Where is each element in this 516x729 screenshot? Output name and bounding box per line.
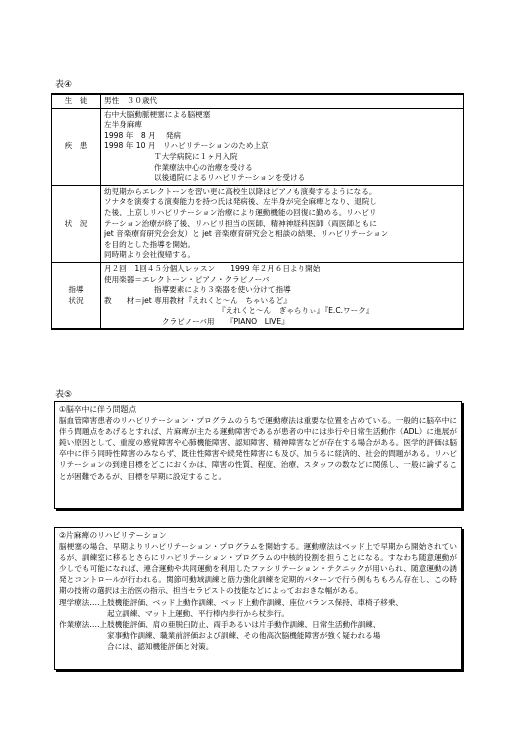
disease-content [101, 108, 464, 185]
disease-line: 左半身麻痺 [104, 120, 142, 130]
guidance-line: クラビノーバ用 『PIANO LIVE』 [162, 316, 289, 326]
table-row-guidance [52, 262, 464, 329]
disease-line: 1998 年 10 月 リハビリテーションのため上京 [104, 141, 269, 151]
student-header: 生 徒 [52, 94, 101, 108]
disease-line: 右中大脳動脈梗塞による脳梗塞 [104, 109, 211, 119]
table-row-status [52, 185, 464, 262]
guidance-line: 月２回 1回４５分個人レッスン 1999 年２月６日より開始 [104, 263, 321, 273]
disease-header: 疾 患 [52, 108, 101, 185]
disease-line: 1998 年 8 月 発病 [104, 130, 181, 140]
ot-line: 家事動作訓練、職業前評価および訓練、その他高次脳機能障害が強く疑われる場 [107, 630, 381, 640]
disease-line: Ｔ大学病院に１ヶ月入院 [154, 151, 238, 161]
table5-label: 表⑤ [55, 390, 73, 400]
status-line: を目的とした指導を開始。 [104, 239, 196, 249]
disease-line: 作業療法中心の治療を受ける [154, 162, 253, 172]
status-content [101, 185, 464, 262]
status-line: た後、上京しリハビリテーション治療により運動機能の回復に勤める。リハビリ [104, 207, 377, 217]
stroke-problems-box [54, 401, 462, 509]
guidance-header [52, 262, 101, 329]
status-line: jet 音楽療育研究会会友）と jet 音楽療育研究会と相談の結果、リハビリテーション [104, 229, 389, 239]
case-table [51, 93, 464, 330]
guidance-line: 使用楽器＝エレクトーン・ピアノ・クラビノーバ [104, 274, 270, 284]
ot-line: 合には、認知機能評価と対策。 [107, 641, 214, 651]
table-row-disease [52, 108, 464, 185]
guidance-header-line: 指導 [68, 285, 84, 295]
status-header: 状 況 [52, 185, 101, 262]
guidance-content [101, 262, 464, 329]
pt-line: 理学療法‥‥上肢機能評価、ベッド上動作訓練、ベッド上動作訓練、座位バランス保持、車椅子移乗、 [59, 597, 404, 607]
guidance-line: 『えれくと～ん ぎゃらりぃ』『E.C.ワーク』 [218, 306, 374, 316]
stroke-problems-title: ①脳卒中に伴う問題点 [59, 405, 137, 414]
table-row-student [52, 94, 464, 108]
hemiplegia-rehab-box [54, 527, 462, 670]
table4-label: 表④ [55, 80, 73, 90]
guidance-line: 指導要素により３楽器を使い分けて指導 [154, 285, 291, 295]
status-line: テーション治療が終了後、リハビリ担当の医師、精神神経科医師（両医師ともに [104, 218, 377, 228]
hemiplegia-rehab-text: 脳梗塞の場合、早期よりリハビリテーション・プログラムを開始する。運動療法はベッド上で早期から開始されているが、訓練室に移るとさらにリハビリテーション・プログラムの中核的役割を担うことになる。すなわち随意運動が少しでも可能になれば、連合運動や共同運動を利用したファシリテーション・テクニックが用いられ、随意運動の誘発とコントロールが行われる。関節可動域訓練と筋力強化訓練を定期的パターンで行う例もちもろん存在し、この時期の技術の選択は主治医の指示、担当セラピストの技能などによっておおきな幅がある。 [59, 542, 457, 596]
status-line: 同時期より会社復帰する。 [104, 250, 196, 260]
status-line: 幼児期からエレクトーンを習い更に高校生以降はピアノも演奏するようになる。 [104, 186, 377, 196]
guidance-line: 教 材＝jet 専用教材『えれくと～ん ちゃいるど』 [104, 295, 291, 305]
student-content: 男性 ３０歳代 [101, 94, 464, 108]
hemiplegia-rehab-title: ②片麻痺のリハビリテーション [59, 531, 167, 540]
status-line: ソナタを演奏する演奏能力を持つ氏は発病後、左半身が完全麻痺となり、退院し [104, 197, 377, 207]
guidance-header-line: 状況 [68, 295, 84, 305]
disease-line: 以後通院によるリハビリテーションを受ける [154, 173, 306, 183]
pt-line: 起立訓練、マット上運動、平行棒内歩行から杖歩行。 [107, 608, 289, 618]
stroke-problems-text: 脳血管障害患者のリハビリテーション・プログラムのうちで運動療法は重要な位置を占めている。一般的に脳卒中に伴う問題点をあげるとすれば、片麻痺が主たる運動障害であるが患者の中には歩行や日常生活動作（ADL）に進展が鈍い原因として、重度の感覚障害や心肺機能障害、認知障害、精神障害などが存在する場合がある。医学的評価は脳卒中に伴う同時性障害のみならず、既往性障害や続発性障害にも及び、加うるに経済的、社会的問題がある。リハビリテーションの到達目標をどこにおくかは、障害の性質、程度、治療、スタッフの数などに関係し、一般に論ずることが困難であるが、目標を早期に設定すること。 [59, 416, 457, 481]
ot-line: 作業療法‥‥上肢機能評価、肩の亜脱臼防止、両手あるいは片手動作訓練、日常生活動作訓練、 [59, 619, 381, 629]
